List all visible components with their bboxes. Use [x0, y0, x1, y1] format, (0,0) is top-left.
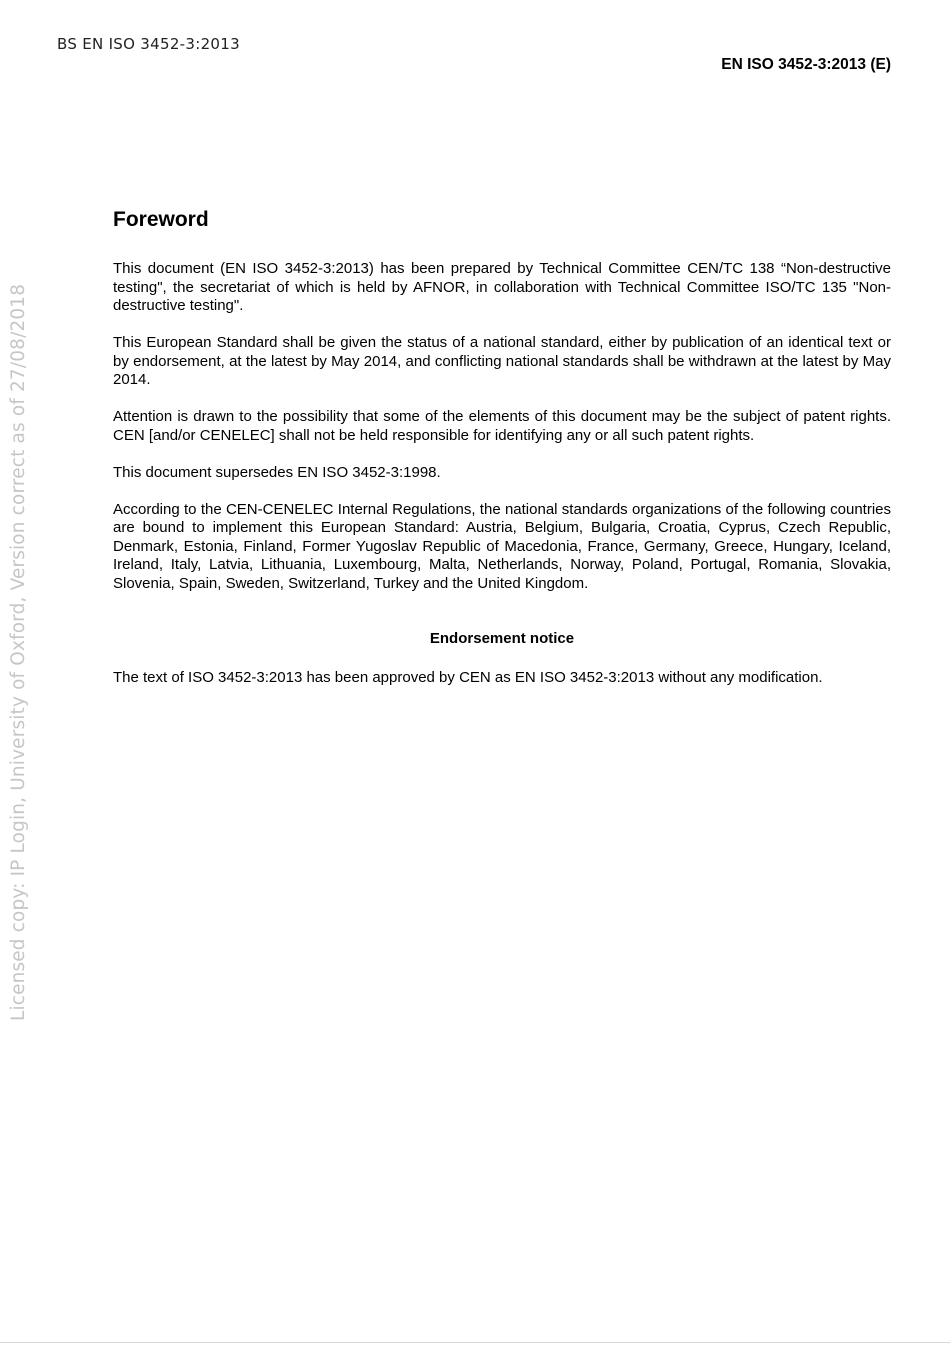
endorsement-notice-title: Endorsement notice	[429, 630, 575, 647]
license-watermark: Licensed copy: IP Login, University of Oxford, Version correct as of 27/08/2018	[8, 283, 29, 1021]
foreword-paragraph: This document supersedes EN ISO 3452-3:1998.	[113, 463, 441, 481]
foreword-paragraph: This document (EN ISO 3452-3:2013) has been prepared by Technical Committee CEN/TC 138 “Non-destructive testing", the secretariat of which is held by AFNOR, in collaboration with Technical Committee ISO/TC 135 "Non-destructive testing".	[113, 260, 891, 314]
foreword-paragraph: This European Standard shall be given the status of a national standard, either by publication of an identical text or by endorsement, at the latest by May 2014, and conflicting national standards shall be withdrawn at the latest by May 2014.	[113, 334, 891, 388]
page-bottom-divider	[0, 1342, 950, 1343]
foreword-paragraph: Attention is drawn to the possibility that some of the elements of this document may be the subject of patent rights. CEN [and/or CENELEC] shall not be held responsible for identifying any or all such patent rights.	[113, 408, 891, 444]
standard-number-header: EN ISO 3452-3:2013 (E)	[721, 56, 891, 73]
document-identifier-header: BS EN ISO 3452-3:2013	[57, 35, 240, 53]
main-content	[113, 206, 891, 706]
endorsement-notice-text: The text of ISO 3452-3:2013 has been approved by CEN as EN ISO 3452-3:2013 without any modification.	[113, 668, 823, 686]
foreword-paragraph: According to the CEN-CENELEC Internal Regulations, the national standards organizations of the following countries are bound to implement this European Standard: Austria, Belgium, Bulgaria, Croatia, Cyprus, Czech Republic, Denmark, Estonia, Finland, Former Yugoslav Republic of Macedonia, France, Germany, Greece, Hungary, Iceland, Ireland, Italy, Latvia, Lithuania, Luxembourg, Malta, Netherlands, Norway, Poland, Portugal, Romania, Slovakia, Slovenia, Spain, Sweden, Switzerland, Turkey and the United Kingdom.	[113, 500, 891, 592]
foreword-title: Foreword	[113, 208, 209, 231]
